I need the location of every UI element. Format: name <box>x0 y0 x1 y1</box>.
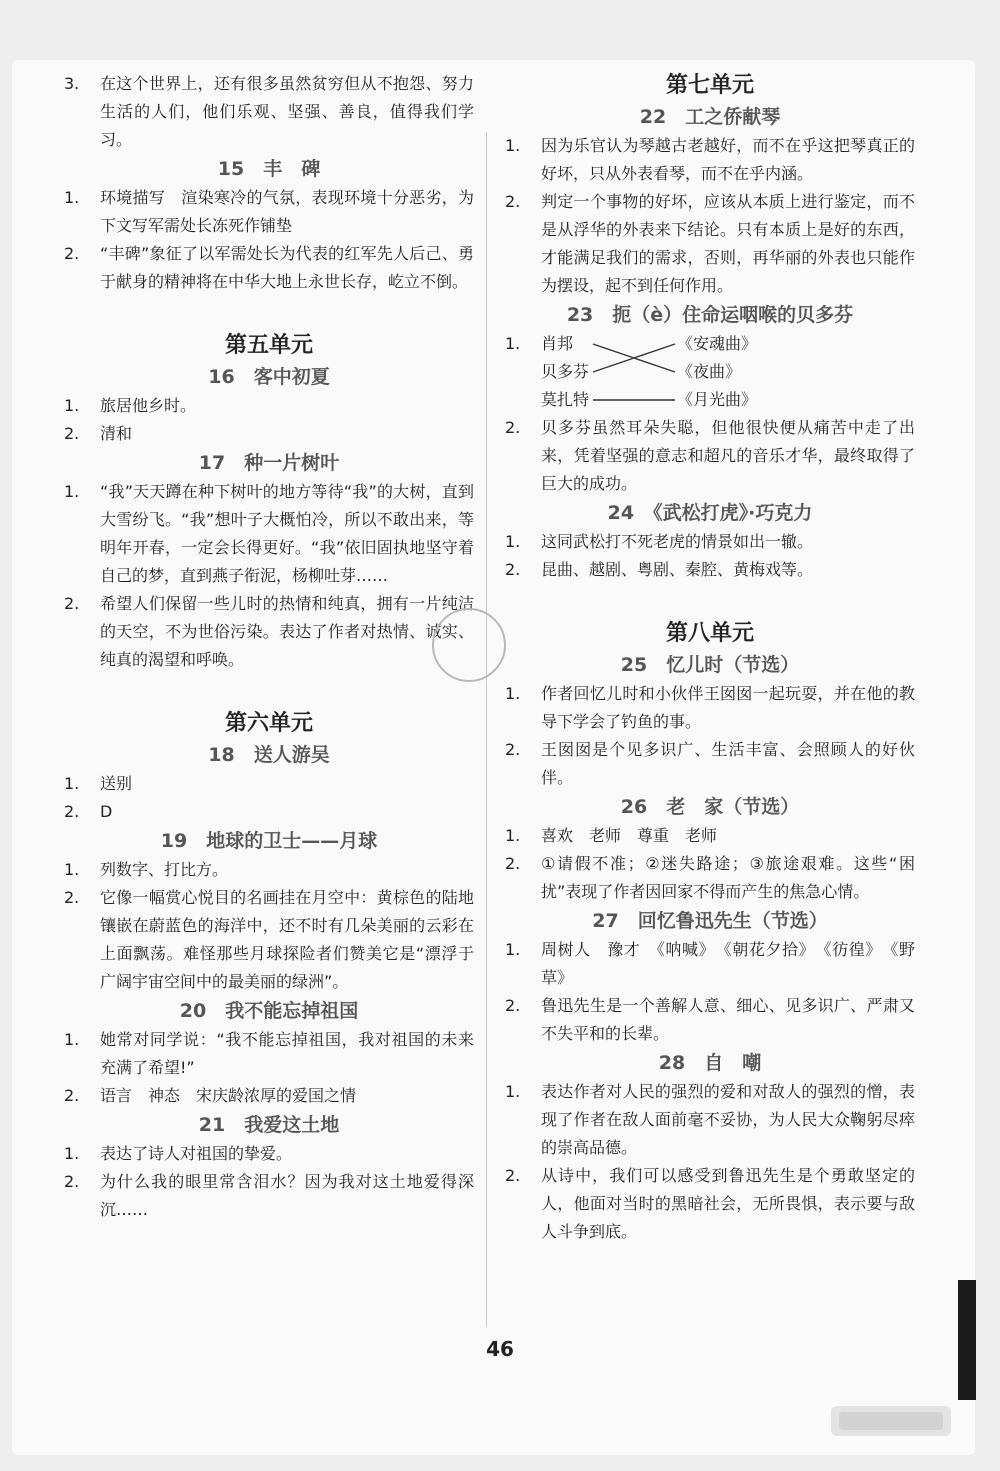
lesson-title: 17 种一片树叶 <box>198 452 340 474</box>
item-number: 2. <box>505 854 521 873</box>
answer-text: 列数字、打比方。 <box>100 860 229 879</box>
answer-text: 从诗中，我们可以感受到鲁迅先生是个勇敢坚定的人，他面对当时的黑暗社会，无所畏惧，表示要与敌人斗争到底。 <box>541 1166 915 1241</box>
lesson-title: 15 丰 碑 <box>217 158 321 180</box>
answer-item <box>505 132 915 188</box>
answer-text: 喜欢 老师 尊重 老师 <box>541 826 718 845</box>
answer-text: 清和 <box>100 424 133 443</box>
answer-item <box>505 1162 915 1246</box>
page-number: 46 <box>486 1337 514 1361</box>
section-gap <box>64 296 474 330</box>
section-gap <box>64 674 474 708</box>
item-number: 1. <box>505 826 521 845</box>
answer-item <box>64 798 474 826</box>
answer-item <box>64 392 474 420</box>
answer-text: 这同武松打不死老虎的情景如出一辙。 <box>541 532 814 551</box>
answer-text: 鲁迅先生是一个善解人意、细心、见多识广、严肃又不失平和的长辈。 <box>541 996 915 1043</box>
watermark-stamp-icon <box>432 608 506 682</box>
lesson-title: 27 回忆鲁迅先生（节选） <box>592 910 828 932</box>
answer-item <box>64 70 474 154</box>
answer-text: 表达作者对人民的强烈的爱和对敌人的强烈的憎，表现了作者在敌人面前毫不妥协，为人民大众鞠躬尽瘁的崇高品德。 <box>541 1082 915 1157</box>
lesson-title: 21 我爱这土地 <box>198 1114 340 1136</box>
answer-item <box>64 856 474 884</box>
answer-item <box>505 188 915 300</box>
lesson-title: 20 我不能忘掉祖国 <box>179 1000 359 1022</box>
match-work: 《月光曲》 <box>677 390 758 409</box>
match-lines-icon <box>587 330 679 414</box>
match-composer: 莫扎特 <box>541 390 590 409</box>
item-number: 1. <box>64 396 80 415</box>
unit-heading: 第六单元 <box>224 711 313 736</box>
match-work: 《安魂曲》 <box>677 334 758 353</box>
item-number: 1. <box>505 684 521 703</box>
answer-text: 表达了诗人对祖国的挚爱。 <box>100 1144 293 1163</box>
answer-item <box>64 1168 474 1224</box>
answer-item <box>64 884 474 996</box>
answer-text: 昆曲、越剧、粤剧、秦腔、黄梅戏等。 <box>541 560 814 579</box>
answer-item <box>64 590 474 674</box>
item-number: 2. <box>64 802 80 821</box>
answer-item <box>505 936 915 992</box>
answer-text: 在这个世界上，还有很多虽然贫穷但从不抱怨、努力生活的人们，他们乐观、坚强、善良，值得我们学习。 <box>100 74 474 149</box>
answer-item <box>505 680 915 736</box>
answer-text: 为什么我的眼里常含泪水？因为我对这土地爱得深沉…… <box>100 1172 474 1219</box>
answer-text: 环境描写 渲染寒冷的气氛，表现环境十分恶劣，为下文写军需处长冻死作铺垫 <box>100 188 474 235</box>
item-number: 1. <box>505 532 521 551</box>
scan-edge-shadow <box>958 1280 976 1400</box>
column-divider <box>486 132 487 1327</box>
lesson-title: 24 《武松打虎》·巧克力 <box>607 502 813 524</box>
lesson-title: 22 工之侨献琴 <box>639 106 781 128</box>
item-number: 1. <box>505 940 521 959</box>
matching-exercise <box>505 330 915 414</box>
item-number: 2. <box>505 418 521 437</box>
answer-text: 王囡囡是个见多识广、生活丰富、会照顾人的好伙伴。 <box>541 740 915 787</box>
item-number: 2. <box>64 244 80 263</box>
answer-item <box>64 420 474 448</box>
answer-text: ①请假不准；②迷失路途；③旅途艰难。这些“困扰”表现了作者因回家不得而产生的焦急心情。 <box>541 854 915 901</box>
item-number: 1. <box>64 1030 80 1049</box>
answer-item <box>505 736 915 792</box>
item-number: 2. <box>505 560 521 579</box>
item-number: 1. <box>505 136 521 155</box>
answer-item <box>505 822 915 850</box>
lesson-title: 26 老 家（节选） <box>620 796 800 818</box>
item-number: 2. <box>64 594 80 613</box>
answer-text: 它像一幅赏心悦目的名画挂在月空中：黄棕色的陆地镶嵌在蔚蓝色的海洋中，还不时有几朵美丽的云彩在上面飘荡。难怪那些月球探险者们赞美它是“漂浮于广阔宇宙空间中的最美丽的绿洲”。 <box>100 888 474 991</box>
lesson-title: 16 客中初夏 <box>208 366 330 388</box>
answer-text: 送别 <box>100 774 133 793</box>
lesson-title: 23 扼（è）住命运咽喉的贝多芬 <box>566 304 854 326</box>
answer-item <box>64 1082 474 1110</box>
item-number: 2. <box>64 424 80 443</box>
lesson-title: 25 忆儿时（节选） <box>620 654 800 676</box>
right-column <box>505 70 915 1246</box>
item-number: 1. <box>64 188 80 207</box>
answer-item <box>64 478 474 590</box>
match-composer: 肖邦 <box>541 334 574 353</box>
answer-item <box>505 414 915 498</box>
site-logo-icon <box>825 1398 975 1448</box>
item-number: 2. <box>505 1166 521 1185</box>
section-gap <box>505 584 915 618</box>
match-work: 《夜曲》 <box>677 362 742 381</box>
answer-item <box>64 770 474 798</box>
item-number: 2. <box>64 1172 80 1191</box>
answer-item <box>64 240 474 296</box>
item-number: 1. <box>64 774 80 793</box>
answer-text: 语言 神态 宋庆龄浓厚的爱国之情 <box>100 1086 357 1105</box>
lesson-title: 19 地球的卫士——月球 <box>160 830 378 852</box>
lesson-title: 28 自 嘲 <box>658 1052 762 1074</box>
answer-text: 因为乐官认为琴越古老越好，而不在乎这把琴真正的好坏，只从外表看琴，而不在乎内涵。 <box>541 136 915 183</box>
answer-text: 旅居他乡时。 <box>100 396 197 415</box>
match-left-list <box>541 330 589 414</box>
answer-text: 她常对同学说：“我不能忘掉祖国，我对祖国的未来充满了希望!” <box>100 1030 474 1077</box>
left-column <box>64 70 474 1224</box>
unit-heading: 第七单元 <box>665 73 754 98</box>
unit-heading: 第八单元 <box>665 621 754 646</box>
answer-text: 周树人 豫才 《呐喊》 《朝花夕拾》 《彷徨》 《野草》 <box>541 940 915 987</box>
answer-text: 作者回忆儿时和小伙伴王囡囡一起玩耍，并在他的教导下学会了钓鱼的事。 <box>541 684 915 731</box>
match-right-list <box>677 330 757 414</box>
item-number: 2. <box>505 192 521 211</box>
item-number: 1. <box>64 1144 80 1163</box>
lesson-title: 18 送人游吴 <box>208 744 330 766</box>
item-number: 2. <box>505 996 521 1015</box>
answer-text: 判定一个事物的好坏，应该从本质上进行鉴定，而不是从浮华的外表来下结论。只有本质上是好的东西，才能满足我们的需求，否则，再华丽的外表也只能作为摆设，起不到任何作用。 <box>541 192 915 295</box>
answer-item <box>505 556 915 584</box>
answer-item <box>505 992 915 1048</box>
answer-item <box>505 1078 915 1162</box>
answer-text: D <box>100 802 113 821</box>
match-composer: 贝多芬 <box>541 362 590 381</box>
answer-item <box>64 1140 474 1168</box>
answer-text: “我”天天蹲在种下树叶的地方等待“我”的大树，直到大雪纷飞。“我”想叶子大概怕冷，所以不敢出来，等明年开春，一定会长得更好。“我”依旧固执地坚守着自己的梦，直到燕子衔泥，杨柳吐芽…… <box>100 482 474 585</box>
item-number: 1. <box>505 1082 521 1101</box>
item-number: 2. <box>64 888 80 907</box>
item-number: 1. <box>505 334 521 353</box>
unit-heading: 第五单元 <box>224 333 313 358</box>
item-number: 1. <box>64 482 80 501</box>
answer-text: 贝多芬虽然耳朵失聪，但他很快便从痛苦中走了出来，凭着坚强的意志和超凡的音乐才华，最终取得了巨大的成功。 <box>541 418 915 493</box>
item-number: 3. <box>64 74 80 93</box>
answer-item <box>505 850 915 906</box>
answer-item <box>64 184 474 240</box>
item-number: 2. <box>64 1086 80 1105</box>
item-number: 2. <box>505 740 521 759</box>
item-number: 1. <box>64 860 80 879</box>
answer-item <box>505 528 915 556</box>
answer-text: 希望人们保留一些儿时的热情和纯真，拥有一片纯洁的天空，不为世俗污染。表达了作者对热情、诚实、纯真的渴望和呼唤。 <box>100 594 474 669</box>
answer-text: “丰碑”象征了以军需处长为代表的红军先人后己、勇于献身的精神将在中华大地上永世长存，屹立不倒。 <box>100 244 474 291</box>
answer-item <box>64 1026 474 1082</box>
